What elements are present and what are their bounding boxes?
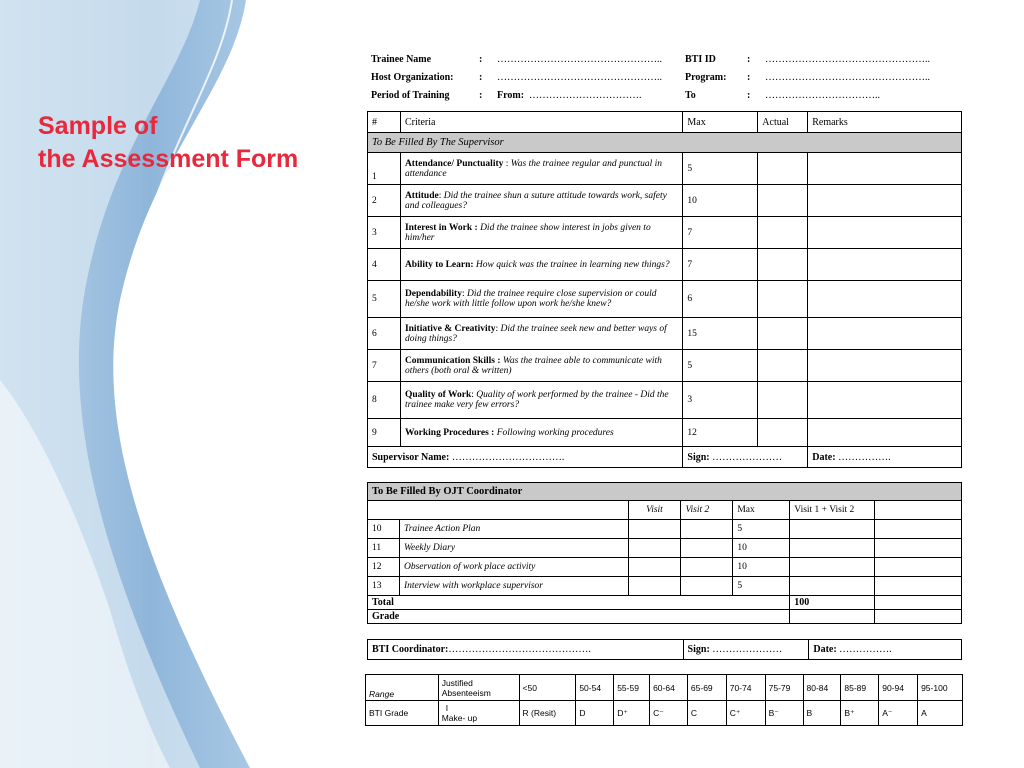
blank-cell[interactable]: [875, 558, 962, 577]
colon: :: [747, 89, 751, 101]
blank-cell[interactable]: [875, 577, 962, 596]
visit-sum-cell[interactable]: [790, 520, 875, 539]
supervisor-criteria-table: [367, 111, 962, 468]
visit-1-cell[interactable]: [628, 577, 681, 596]
range-cell: 95-100: [918, 675, 963, 701]
supervisor-date-value: …………….: [835, 451, 891, 463]
item-number: 11: [368, 539, 400, 558]
bti-coordinator-label: BTI Coordinator:: [372, 644, 449, 655]
range-label: [366, 675, 439, 701]
remarks-cell[interactable]: [808, 419, 962, 447]
criterion-max: 10: [683, 185, 758, 217]
item-max: 10: [733, 558, 790, 577]
bti-coordinator-row: [368, 640, 962, 660]
criterion-max: 7: [683, 217, 758, 249]
criterion-cell: [400, 217, 682, 249]
blank-cell[interactable]: [875, 539, 962, 558]
remarks-cell[interactable]: [808, 281, 962, 318]
supervisor-name-value: …………………………….: [449, 451, 565, 463]
criterion-sep: :: [503, 158, 511, 169]
total-value: 100: [790, 596, 875, 610]
visit-sum-cell[interactable]: [790, 577, 875, 596]
item-name: Trainee Action Plan: [399, 520, 628, 539]
criterion-cell: [400, 382, 682, 419]
criterion-description: Did the trainee shun a suture attitude towards work, safety and colleagues?: [404, 190, 667, 211]
remarks-cell[interactable]: [808, 350, 962, 382]
table-row: [368, 318, 962, 350]
criterion-max: 7: [683, 249, 758, 281]
criteria-rows: [368, 153, 962, 447]
grade-cell: C: [687, 701, 726, 726]
header-criteria: Criteria: [400, 112, 682, 133]
criterion-description: Did the trainee seek new and better ways of doing things?: [404, 323, 667, 344]
trainee-name-label: Trainee Name: [371, 53, 432, 65]
bti-id-field[interactable]: …………………………………………..: [765, 53, 930, 65]
actual-score-cell[interactable]: [758, 185, 808, 217]
criterion-max: 12: [683, 419, 758, 447]
header-visit-2: Visit 2: [681, 501, 733, 520]
supervisor-footer-row: [368, 447, 962, 468]
criterion-sep: :: [438, 190, 444, 201]
table-row: [368, 153, 962, 185]
justified-grade-mark: I: [445, 703, 449, 713]
range-label-text: Range: [369, 689, 395, 699]
trainee-name-field[interactable]: …………………………………………..: [497, 53, 662, 65]
header-actual: Actual: [758, 112, 808, 133]
grade-cell: R (Resit): [519, 701, 576, 726]
table-row: [368, 382, 962, 419]
supervisor-date-field[interactable]: [808, 447, 962, 468]
criterion-sep: :: [495, 323, 501, 334]
actual-score-cell[interactable]: [758, 419, 808, 447]
criterion-cell: [400, 249, 682, 281]
grade-cell: B: [803, 701, 841, 726]
bti-coordinator-value: …………………………………….: [448, 644, 591, 655]
blank-cell: [368, 501, 629, 520]
criterion-description: Was the trainee regular and punctual in attendance: [404, 158, 663, 179]
supervisor-name-field[interactable]: [368, 447, 683, 468]
bti-coordinator-field[interactable]: [368, 640, 684, 660]
ojt-rows: [368, 520, 962, 596]
visit-1-cell[interactable]: [628, 520, 681, 539]
info-row-host: [369, 68, 963, 86]
criterion-title: Attitude: [404, 190, 439, 201]
grade-cell: C⁻: [650, 701, 688, 726]
bti-date-label: Date:: [813, 644, 837, 655]
table-row: [368, 249, 962, 281]
table-row: [368, 419, 962, 447]
criterion-max: 3: [683, 382, 758, 419]
supervisor-section-title: To Be Filled By The Supervisor: [368, 133, 962, 153]
table-row: [368, 350, 962, 382]
colon: :: [479, 89, 483, 101]
slide-title-line2: the Assessment Form: [38, 145, 299, 173]
grade-cell[interactable]: [875, 610, 962, 624]
table-row: [368, 539, 962, 558]
info-row-period: [369, 86, 963, 104]
total-row: [368, 596, 962, 610]
slide-title: [38, 110, 368, 176]
host-organization-field[interactable]: …………………………………………..: [497, 71, 662, 83]
range-cell: 55-59: [614, 675, 650, 701]
item-number: 13: [368, 577, 400, 596]
grade-cell: B⁻: [765, 701, 803, 726]
grade-cell[interactable]: [790, 610, 875, 624]
grade-scale-table: [365, 674, 963, 726]
criterion-description: Did the trainee require close supervision or could he/she work with little follow upon work he/she knew?: [404, 289, 657, 309]
range-cell: <50: [519, 675, 576, 701]
range-cell: 80-84: [803, 675, 841, 701]
criterion-description: How quick was the trainee in learning new things?: [475, 259, 670, 270]
ojt-section-title: To Be Filled By OJT Coordinator: [368, 483, 962, 501]
visit-2-cell[interactable]: [681, 577, 733, 596]
remarks-cell[interactable]: [808, 318, 962, 350]
justified-grade-text: Make- up: [441, 713, 478, 723]
visit-sum-cell[interactable]: [790, 539, 875, 558]
criterion-cell: [400, 185, 682, 217]
grade-cell: C⁺: [726, 701, 765, 726]
table-row: [368, 520, 962, 539]
item-max: 5: [733, 520, 790, 539]
range-cell: 90-94: [879, 675, 918, 701]
item-number: 10: [368, 520, 400, 539]
actual-score-cell[interactable]: [758, 249, 808, 281]
header-max: Max: [733, 501, 790, 520]
supervisor-name-label: Supervisor Name:: [372, 451, 450, 463]
criterion-description: Was the trainee able to communicate with others (both oral & written): [404, 355, 662, 376]
criterion-title: Quality of Work: [404, 390, 472, 400]
header-num: #: [368, 112, 401, 133]
bti-date-field[interactable]: [809, 640, 962, 660]
criterion-number: 7: [368, 350, 401, 382]
criterion-number: 2: [368, 185, 401, 217]
from-value: …………………………….: [529, 89, 642, 101]
visit-1-cell[interactable]: [628, 539, 681, 558]
period-to-field[interactable]: ……………………………..: [765, 89, 880, 101]
criterion-cell: [400, 153, 682, 185]
blank-cell[interactable]: [875, 520, 962, 539]
info-row-trainee: [369, 50, 963, 68]
grade-row: [366, 701, 963, 726]
bti-sign-value: …………………: [709, 644, 783, 655]
remarks-cell[interactable]: [808, 382, 962, 419]
supervisor-sign-label: Sign:: [687, 451, 710, 463]
criterion-title: Attendance/ Punctuality: [404, 158, 504, 169]
period-of-training-label: Period of Training: [371, 89, 450, 101]
remarks-cell[interactable]: [808, 217, 962, 249]
section-band: [368, 133, 962, 153]
visit-1-cell[interactable]: [628, 558, 681, 577]
table-row: [368, 217, 962, 249]
item-name: Interview with workplace supervisor: [399, 577, 628, 596]
table-row: [368, 558, 962, 577]
justified-grade: [438, 701, 519, 726]
remarks-cell[interactable]: [808, 249, 962, 281]
colon: :: [747, 53, 751, 65]
header-visit: Visit: [628, 501, 681, 520]
table-header-row: [368, 112, 962, 133]
actual-score-cell[interactable]: [758, 382, 808, 419]
bti-sign-label: Sign:: [687, 644, 710, 655]
program-field[interactable]: …………………………………………..: [765, 71, 930, 83]
ojt-coordinator-table: [367, 482, 962, 624]
supervisor-date-label: Date:: [812, 451, 836, 463]
section-band: [368, 483, 962, 501]
criterion-sep: :: [471, 390, 477, 400]
visit-2-cell[interactable]: [681, 520, 733, 539]
trainee-info-block: [369, 50, 963, 104]
supervisor-sign-field[interactable]: [683, 447, 808, 468]
bti-sign-field[interactable]: [683, 640, 809, 660]
total-label: Total: [368, 596, 790, 610]
grade-label: Grade: [368, 610, 790, 624]
criterion-number: 5: [368, 281, 401, 318]
criterion-number: 6: [368, 318, 401, 350]
grade-row: [368, 610, 962, 624]
criterion-title: Interest in Work :: [404, 222, 478, 233]
table-row: [368, 577, 962, 596]
criterion-number: 3: [368, 217, 401, 249]
criterion-title: Initiative & Creativity: [404, 323, 496, 334]
visit-sum-cell[interactable]: [790, 558, 875, 577]
criterion-number: 8: [368, 382, 401, 419]
criterion-description: Did the trainee show interest in jobs given to him/her: [404, 222, 651, 243]
item-name: Observation of work place activity: [399, 558, 628, 577]
criterion-number: 9: [368, 419, 401, 447]
range-cell: 50-54: [576, 675, 614, 701]
colon: :: [479, 53, 483, 65]
supervisor-sign-value: …………………: [709, 451, 783, 463]
range-row: [366, 675, 963, 701]
bti-id-label: BTI ID: [685, 53, 716, 65]
criterion-title: Dependability: [404, 289, 462, 299]
actual-score-cell[interactable]: [758, 217, 808, 249]
item-max: 5: [733, 577, 790, 596]
remarks-cell[interactable]: [808, 185, 962, 217]
from-label: From:: [497, 89, 525, 101]
grade-cell: A: [918, 701, 963, 726]
colon: :: [747, 71, 751, 83]
header-visit-sum: Visit 1 + Visit 2: [790, 501, 875, 520]
criterion-max: 5: [683, 153, 758, 185]
actual-score-cell[interactable]: [758, 350, 808, 382]
actual-score-cell[interactable]: [758, 318, 808, 350]
grade-cell: D: [576, 701, 614, 726]
remarks-cell[interactable]: [808, 153, 962, 185]
criterion-max: 15: [683, 318, 758, 350]
header-remarks: Remarks: [808, 112, 962, 133]
criterion-title: Communication Skills :: [404, 355, 501, 366]
range-cell: 60-64: [650, 675, 688, 701]
criterion-title: Ability to Learn:: [404, 259, 474, 270]
table-row: [368, 281, 962, 318]
justified-absenteeism-label: Justified Absenteeism: [438, 675, 519, 701]
range-cell: 75-79: [765, 675, 803, 701]
range-cell: 85-89: [841, 675, 879, 701]
bti-coordinator-table: [367, 639, 962, 660]
program-label: Program:: [685, 71, 727, 83]
grade-cell: B⁺: [841, 701, 879, 726]
period-from-field[interactable]: [495, 86, 683, 104]
criterion-sep: :: [461, 289, 467, 299]
criterion-max: 5: [683, 350, 758, 382]
to-label: To: [685, 89, 696, 101]
bti-date-value: …………….: [836, 644, 892, 655]
grade-cell: A⁻: [879, 701, 918, 726]
actual-score-cell[interactable]: [758, 153, 808, 185]
criterion-description: Quality of work performed by the trainee - Did the trainee make very few errors?: [404, 390, 669, 410]
item-max: 10: [733, 539, 790, 558]
criterion-max: 6: [683, 281, 758, 318]
ojt-header-row: [368, 501, 962, 520]
host-organization-label: Host Organization:: [371, 71, 454, 83]
visit-2-cell[interactable]: [681, 558, 733, 577]
total-cell[interactable]: [875, 596, 962, 610]
criterion-description: Following working procedures: [496, 427, 614, 438]
criterion-cell: [400, 318, 682, 350]
table-row: [368, 185, 962, 217]
header-max: Max: [683, 112, 758, 133]
criterion-cell: [400, 350, 682, 382]
range-cell: 70-74: [726, 675, 765, 701]
item-number: 12: [368, 558, 400, 577]
actual-score-cell[interactable]: [758, 281, 808, 318]
range-cell: 65-69: [687, 675, 726, 701]
criterion-number: 1: [368, 153, 401, 185]
blank-cell: [875, 501, 962, 520]
criterion-title: Working Procedures :: [404, 427, 495, 438]
visit-2-cell[interactable]: [681, 539, 733, 558]
grade-cell: D⁺: [614, 701, 650, 726]
criterion-cell: [400, 281, 682, 318]
item-name: Weekly Diary: [399, 539, 628, 558]
criterion-number: 4: [368, 249, 401, 281]
bti-grade-label: BTI Grade: [366, 701, 439, 726]
colon: :: [479, 71, 483, 83]
slide-title-line1: Sample of: [38, 112, 158, 140]
criterion-cell: [400, 419, 682, 447]
